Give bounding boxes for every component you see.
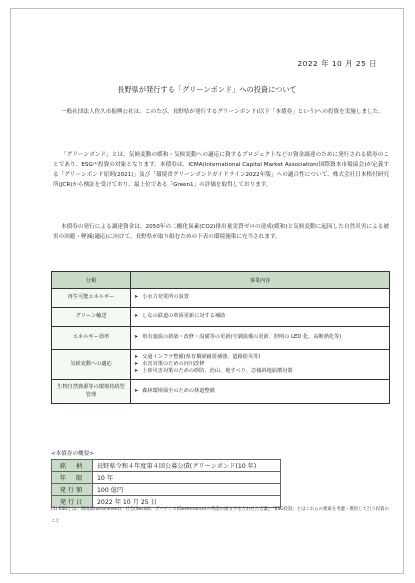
paragraph-use-of-proceeds: 本債券の発行による調達資金は、2050年の二酸化炭素(CO2)排出量実質ゼロの達成(緩和)と気候変動に起因した自然災害による被害の回避・軽減(適応)に向けて、長野県が取り組むための下表の環境施策に充当されます。: [53, 224, 389, 240]
environmental-measures-table: [51, 271, 390, 404]
item-text: 水害対策のための河川改修: [142, 360, 205, 367]
list-item: [134, 313, 386, 320]
document-date: 2022 年 10 月 25 日: [297, 59, 377, 68]
overview-key: 銘 柄: [52, 460, 93, 472]
list-item: [134, 334, 386, 341]
row-category: 再生可能エネルギー: [52, 289, 131, 308]
arrow-bullet-icon: ➤: [134, 387, 139, 394]
overview-key: 発行額: [52, 484, 93, 496]
row-content: [131, 308, 390, 327]
arrow-bullet-icon: ➤: [134, 334, 139, 341]
item-text: 小水力発電所の設置: [142, 294, 189, 301]
header-content: 事業内容: [131, 272, 390, 289]
item-text: 県有施設の新築・改修・設備等の更新(空調設備の更新、照明の LED 化、高断熱化等): [142, 334, 342, 341]
list-item: [134, 368, 386, 375]
paragraph-intro: 一般社団法人佐久市振興公社は、このたび、長野県が発行するグリーンボンド(以下「本債券」という)への投資を実施しました。: [61, 109, 384, 115]
item-text: 森林環境保全のための林道整備: [142, 387, 215, 394]
overview-heading: <本債券の概要>: [51, 451, 94, 457]
arrow-bullet-icon: ➤: [134, 294, 139, 301]
row-category: 生物自然資源等の環境持続型管理: [52, 380, 131, 404]
table-row: [52, 308, 390, 327]
table-row: [52, 484, 281, 496]
overview-value: 10 年: [93, 472, 281, 484]
row-content: [131, 289, 390, 308]
table-row: [52, 472, 281, 484]
row-content: [131, 350, 390, 380]
bond-overview-table: [51, 459, 281, 508]
document-page: [10, 8, 404, 574]
list-item: [134, 354, 386, 361]
overview-key: 年 限: [52, 472, 93, 484]
table-row: [52, 460, 281, 472]
table-row: [52, 380, 390, 404]
row-category: 気候変動への適応: [52, 350, 131, 380]
arrow-bullet-icon: ➤: [134, 353, 139, 360]
overview-key: 発行日: [52, 496, 93, 508]
overview-value: 長野県令和４年度第４回公募公債(グリーンボンド(10 年): [93, 460, 281, 472]
item-text: しなの鉄道の車両更新に対する補助: [142, 313, 226, 320]
overview-value: 100 億円: [93, 484, 281, 496]
list-item: [134, 388, 386, 395]
footnote: (1) ESGとは、環境(Environment)、社会(Social)、ガバナンス(Governance)の英語の頭文字を合わせた言葉。「ESG投資」とはこれらの要素を考慮・選別して行う投資のこと: [51, 507, 389, 524]
arrow-bullet-icon: ➤: [134, 313, 139, 320]
header-category: 分類: [52, 272, 131, 289]
item-text: 土砂災害対策のための砂防、治山、地すべり、急傾斜地崩壊対策: [142, 368, 293, 375]
document-title: 長野県が発行する「グリーンボンド」への投資について: [117, 85, 297, 94]
row-content: [131, 380, 390, 404]
item-text: 交通インフラ整備(県有橋梁耐震補強、道路防災等): [142, 353, 261, 360]
list-item: [134, 294, 386, 301]
table-header-row: [52, 272, 390, 289]
table-row: [52, 350, 390, 380]
overview-value: 2022 年 10 月 25 日: [93, 496, 281, 508]
paragraph-definition: 「グリーンボンド」とは、気候変動の緩和・気候変動への適応に資するプロジェクトなどの資金調達のために発行される債券のことであり、ESG⁽¹⁾投資の対象となります。本債券は、ICMA(International Capital Market Association/国際資本市場協会)が定義する「グリーンボンド原則(2021)」及び「環境省グリーンボンドガイドライン2022年版」への適合性について、株式会社日本格付研究所(JCR)から検証を受けており、最上位である「Green1」の評価を取得しております。: [53, 152, 389, 188]
arrow-bullet-icon: ➤: [134, 368, 139, 375]
row-category: グリーン輸送: [52, 308, 131, 327]
arrow-bullet-icon: ➤: [134, 360, 139, 367]
table-row: [52, 327, 390, 350]
row-category: エネルギー効率: [52, 327, 131, 350]
table-row: [52, 289, 390, 308]
list-item: [134, 361, 386, 368]
row-content: [131, 327, 390, 350]
